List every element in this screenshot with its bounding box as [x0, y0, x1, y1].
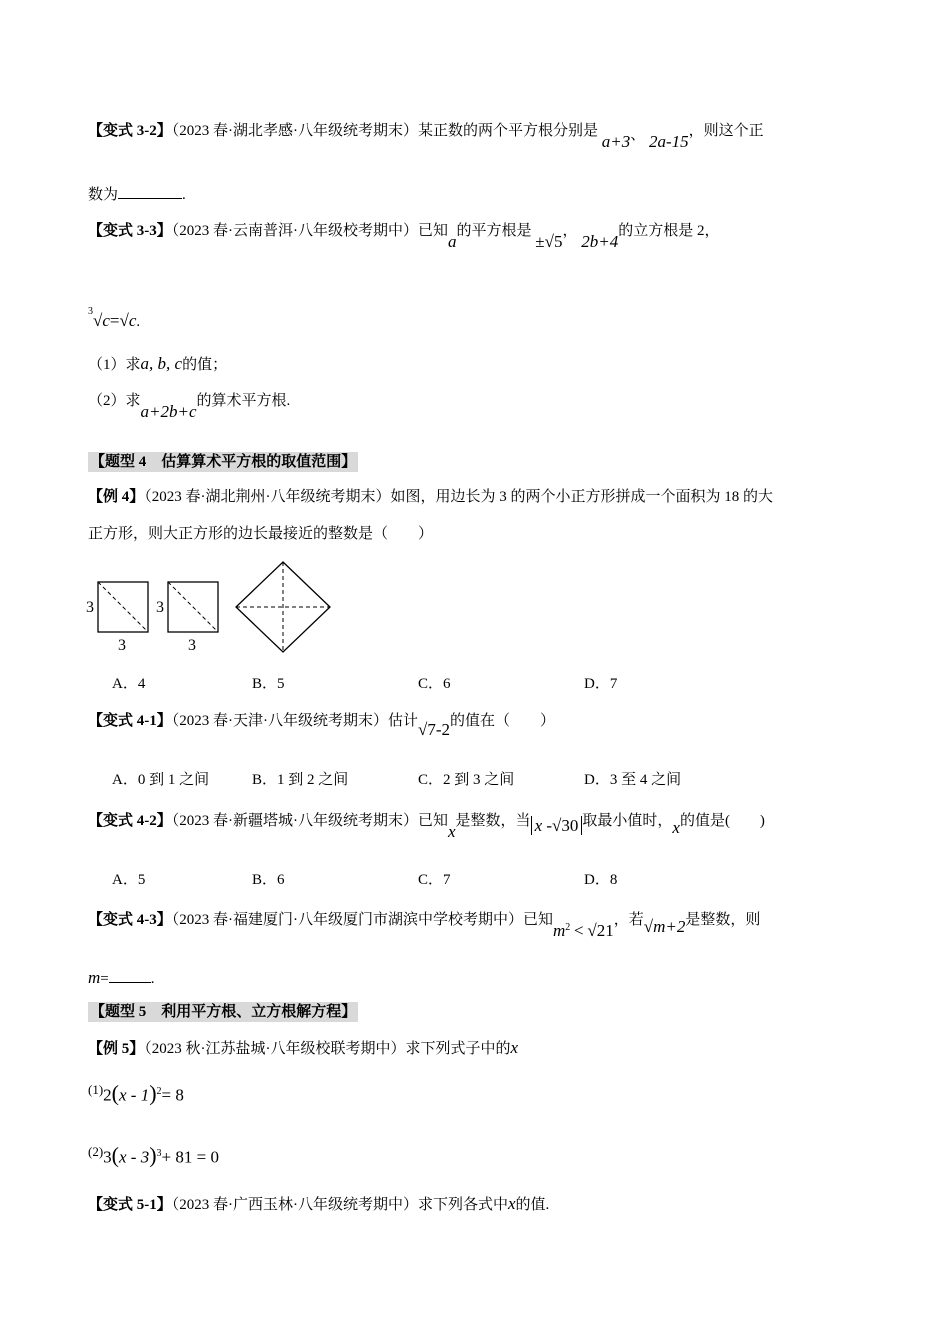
v43-source: （2023 春·福建厦门·八年级厦门市湖滨中学校考期中）已知	[171, 912, 553, 928]
v43-sq: 2	[565, 922, 571, 933]
ex5-label: 【例 5】	[88, 1041, 145, 1057]
ex5-x: x	[510, 1038, 519, 1057]
v33-pm: ±	[535, 232, 545, 251]
v32-expr1: a+3	[601, 132, 631, 151]
v51-x: x	[508, 1194, 516, 1213]
v33-c1: c	[102, 311, 110, 330]
v51-source: （2023 春·广西玉林·八年级统考期中）求下列各式中	[171, 1197, 508, 1213]
ex5-eq2-num: (2)	[88, 1144, 104, 1159]
v42-t3: 的值是( )	[679, 813, 765, 829]
v43-sqrt21: √21	[587, 921, 614, 940]
v33-line1	[88, 220, 720, 251]
v42-abs-pre: x -	[534, 816, 553, 835]
v33-q2-post: 的算术平方根.	[196, 393, 291, 409]
v41-tail: 的值在（ ）	[450, 713, 556, 729]
v33-cube-index: 3	[88, 306, 93, 317]
ex5-eq2: $^{(2)}$3(x - 3)$^3$+ 81 = 0	[88, 1142, 219, 1168]
v32-line2-end: .	[182, 187, 186, 203]
v41-rad: 7	[427, 720, 436, 739]
v43-lt: <	[574, 921, 584, 940]
v42-option-d[interactable]: D．8	[584, 872, 618, 888]
v33-q1	[88, 354, 227, 375]
v43-label: 【变式 4-3】	[88, 912, 172, 928]
v33-label: 【变式 3-3】	[88, 223, 172, 239]
v51-tail: 的值.	[515, 1197, 550, 1213]
square-2-diagonal	[168, 582, 218, 632]
v42-t1: 是整数，当	[455, 813, 531, 829]
v33-five: 5	[553, 232, 563, 251]
v32-source: （2023 春·湖北孝感·八年级统考期末）某正数的两个平方根分别是	[171, 123, 598, 139]
v41-option-c[interactable]: C．2 到 3 之间	[418, 772, 515, 788]
fig-label-bottom-1: 3	[118, 637, 126, 654]
v43-ans-eq: =	[100, 971, 109, 987]
type5-heading: 【题型 5 利用平方根、立方根解方程】	[90, 1004, 357, 1020]
fig-label-side-2: 3	[156, 599, 164, 616]
v43-line2	[88, 968, 155, 989]
v41-sqrt: √7-2	[418, 720, 451, 739]
ex5-eq1-inner: x - 1	[119, 1085, 150, 1105]
ex5-eq1-coef: 2	[103, 1085, 112, 1105]
v43-rad2: m+2	[653, 917, 686, 936]
fig-label-bottom-2: 3	[188, 637, 196, 654]
ex4-label: 【例 4】	[88, 489, 145, 505]
v42-line	[88, 810, 765, 841]
ex5-eq2-rhs: + 81 = 0	[161, 1147, 219, 1167]
v41-source: （2023 春·天津·八年级统考期末）估计	[171, 713, 418, 729]
v42-source: （2023 春·新疆塔城·八年级统考期末）已知	[171, 813, 448, 829]
v33-source: （2023 春·云南普洱·八年级校考期中）已知	[171, 223, 448, 239]
v33-a: a	[448, 232, 457, 251]
v43-answer-blank	[109, 982, 151, 983]
v32-label: 【变式 3-2】	[88, 123, 172, 139]
v33-q1-post: 的值；	[182, 357, 228, 373]
ex5-eq1-num: (1)	[88, 1082, 104, 1097]
v41-line	[88, 710, 556, 739]
v33-cuberoot: √c	[93, 311, 110, 330]
v32-expr2: 2a-15	[649, 132, 689, 151]
v32-line2-text: 数为	[88, 187, 119, 203]
ex4-line1	[88, 487, 773, 507]
v41-option-a[interactable]: A．0 到 1 之间	[112, 772, 210, 788]
v41-label: 【变式 4-1】	[88, 713, 172, 729]
v33-eq: =	[109, 311, 120, 330]
v43-ans-end: .	[150, 971, 155, 987]
v33-q2	[88, 390, 291, 421]
v33-sqrt-c: √c	[119, 311, 137, 330]
ex4-option-b[interactable]: B．5	[252, 676, 285, 692]
ex5-eq2-inner: x - 3	[119, 1147, 150, 1167]
ex4-option-a[interactable]: A．4	[112, 676, 146, 692]
v51-line	[88, 1194, 549, 1215]
ex4-option-d[interactable]: D．7	[584, 676, 618, 692]
v33-t2: 的立方根是 2，	[618, 223, 720, 239]
square-1-diagonal	[98, 582, 148, 632]
ex5-eq1-exp: 2	[156, 1086, 162, 1097]
v42-abs: x -√30	[531, 816, 583, 835]
v41-option-d[interactable]: D．3 至 4 之间	[584, 772, 682, 788]
ex4-figure	[84, 560, 344, 660]
v41-minus: -2	[435, 720, 451, 739]
v33-t1: 的平方根是	[456, 223, 532, 239]
v32-line1	[88, 120, 764, 151]
v43-sqrt-m2: √m+2	[643, 917, 686, 936]
v32-sep: 、	[630, 127, 646, 143]
v32-line2	[88, 185, 186, 205]
v42-option-b[interactable]: B．6	[252, 872, 285, 888]
ex5-eq2-exp: 3	[156, 1148, 162, 1159]
v32-answer-blank	[118, 198, 182, 199]
type4-heading: 【题型 4 估算算术平方根的取值范围】	[90, 454, 357, 470]
fig-label-side-1: 3	[86, 599, 94, 616]
ex5-line	[88, 1038, 518, 1059]
v43-ans-m: m	[88, 968, 101, 987]
v42-x1: x	[448, 822, 456, 841]
v42-label: 【变式 4-2】	[88, 813, 172, 829]
v43-rad1: 21	[596, 921, 614, 940]
v33-c2: c	[128, 311, 137, 330]
v33-expr: 2b+4	[581, 232, 619, 251]
v33-sqrt5: √5	[544, 232, 563, 251]
v43-ineq	[553, 921, 614, 940]
v33-q1-vars: a, b, c	[140, 354, 183, 373]
v33-q2-expr: a+2b+c	[140, 402, 197, 421]
v42-t2: 取最小值时，	[582, 813, 673, 829]
v43-line1	[88, 906, 761, 940]
ex4-line2: 正方形，则大正方形的边长最接近的整数是（ ）	[88, 526, 434, 542]
v33-comma: ，	[562, 223, 578, 239]
v42-option-a[interactable]: A．5	[112, 872, 146, 888]
v33-eq-line: $^3$√c=√c.	[88, 306, 141, 330]
v43-m: m	[553, 921, 566, 940]
v42-option-c[interactable]: C．7	[418, 872, 451, 888]
v42-rad: 30	[561, 816, 579, 835]
v43-t2: 是整数，则	[685, 912, 761, 928]
ex4-source: （2023 春·湖北荆州·八年级统考期末）如图，用边长为 3 的两个小正方形拼成一个面积为 18 的大	[144, 489, 774, 505]
v43-t1: ，若	[613, 912, 644, 928]
ex4-option-c[interactable]: C．6	[418, 676, 451, 692]
ex5-eq1: $^{(1)}$2(x - 1)$^2$= 8	[88, 1080, 184, 1106]
v51-label: 【变式 5-1】	[88, 1197, 172, 1213]
ex5-eq1-rhs: = 8	[161, 1085, 184, 1105]
v33-q2-pre: （2）求	[88, 393, 141, 409]
ex5-source: （2023 秋·江苏盐城·八年级校联考期中）求下列式子中的	[144, 1041, 511, 1057]
v33-q1-pre: （1）求	[88, 357, 141, 373]
v41-option-b[interactable]: B．1 到 2 之间	[252, 772, 349, 788]
v32-tail: ，则这个正	[688, 123, 764, 139]
v42-x2: x	[672, 818, 680, 837]
ex5-eq2-coef: 3	[103, 1147, 112, 1167]
